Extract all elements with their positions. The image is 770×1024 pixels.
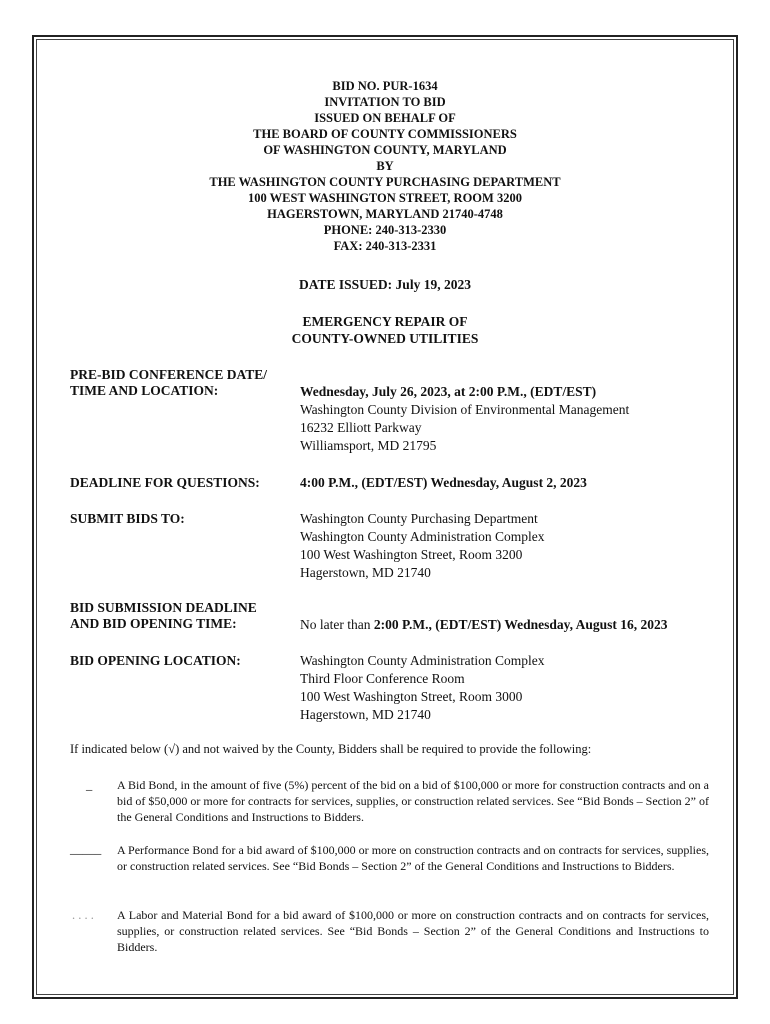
submit-address-line: Hagerstown, MD 21740 — [300, 565, 431, 580]
opening-value — [300, 652, 545, 724]
title-line-2: COUNTY-OWNED UTILITIES — [291, 331, 479, 346]
prebid-location-line: Williamsport, MD 21795 — [300, 438, 437, 453]
header-line: OF WASHINGTON COUNTY, MARYLAND — [263, 143, 507, 157]
bid-bond-text: A Bid Bond, in the amount of five (5%) percent of the bid on a bid of $100,000 or more for construction contracts and on a bid of $50,000 or more for contracts for services, supplies, or construction related services. See “Bid Bonds – Section 2” of the General Conditions and Instructions to Bidders. — [117, 778, 709, 824]
header-fax: FAX: 240-313-2331 — [333, 239, 437, 253]
project-title — [0, 313, 770, 347]
questions-label: DEADLINE FOR QUESTIONS: — [70, 475, 260, 490]
deadline-value — [300, 616, 668, 634]
deadline-label-line-1: BID SUBMISSION DEADLINE — [70, 600, 257, 615]
labor-material-bond-text: A Labor and Material Bond for a bid award of $100,000 or more on construction contracts and on contracts for services, supplies, or construction related services. See “Bid Bonds – Section 2” of the General Conditions and Instructions to Bidders. — [117, 908, 709, 954]
deadline-datetime: 2:00 P.M., (EDT/EST) Wednesday, August 16, 2023 — [373, 617, 668, 632]
title-line-1: EMERGENCY REPAIR OF — [302, 314, 468, 329]
header-line: BY — [376, 159, 394, 173]
opening-address-line: 100 West Washington Street, Room 3000 — [300, 689, 523, 704]
prebid-label-line-2: TIME AND LOCATION: — [70, 383, 219, 398]
labor-material-bond-checkbox[interactable]: . . . . — [72, 908, 94, 922]
prebid-location-line: 16232 Elliott Parkway — [300, 420, 422, 435]
performance-bond-text: A Performance Bond for a bid award of $100,000 or more on construction contracts and on contracts for services, supplies, or construction related services. See “Bid Bonds – Section 2” of the General Conditions and Instructions to Bidders. — [117, 843, 709, 873]
prebid-label-line-1: PRE-BID CONFERENCE DATE/ — [70, 367, 268, 382]
prebid-datetime: Wednesday, July 26, 2023, at 2:00 P.M., (EDT/EST) — [300, 384, 597, 399]
submit-address-line: Washington County Purchasing Department — [300, 511, 538, 526]
opening-address-line: Hagerstown, MD 21740 — [300, 707, 431, 722]
header-address: 100 WEST WASHINGTON STREET, ROOM 3200 — [248, 191, 522, 205]
header-city: HAGERSTOWN, MARYLAND 21740-4748 — [267, 207, 503, 221]
header-phone: PHONE: 240-313-2330 — [323, 223, 447, 237]
date-issued: DATE ISSUED: July 19, 2023 — [299, 277, 471, 292]
prebid-location-line: Washington County Division of Environmental Management — [300, 402, 630, 417]
submit-address-line: Washington County Administration Complex — [300, 529, 545, 544]
deadline-label — [70, 600, 257, 632]
submit-value — [300, 510, 545, 582]
bid-bond-checkbox[interactable]: _ — [86, 778, 93, 792]
opening-address-line: Third Floor Conference Room — [300, 671, 465, 686]
bond-intro: If indicated below (√) and not waived by the County, Bidders shall be required to provide the following: — [70, 742, 592, 756]
deadline-label-line-2: AND BID OPENING TIME: — [70, 616, 237, 631]
performance-bond-checkbox[interactable]: _____ — [70, 842, 102, 856]
header-line: INVITATION TO BID — [324, 95, 446, 109]
prebid-value — [300, 383, 629, 455]
deadline-prefix: No later than — [300, 617, 374, 632]
bid-number: BID NO. PUR-1634 — [332, 79, 438, 93]
questions-value — [300, 474, 587, 492]
header-line: ISSUED ON BEHALF OF — [314, 111, 456, 125]
header-line: THE WASHINGTON COUNTY PURCHASING DEPARTMENT — [209, 175, 561, 189]
opening-address-line: Washington County Administration Complex — [300, 653, 545, 668]
opening-label: BID OPENING LOCATION: — [70, 653, 241, 668]
prebid-label — [70, 367, 267, 399]
questions-deadline: 4:00 P.M., (EDT/EST) Wednesday, August 2, 2023 — [300, 475, 587, 490]
submit-label: SUBMIT BIDS TO: — [70, 511, 185, 526]
submit-address-line: 100 West Washington Street, Room 3200 — [300, 547, 523, 562]
document-header — [0, 78, 770, 254]
header-line: THE BOARD OF COUNTY COMMISSIONERS — [253, 127, 517, 141]
